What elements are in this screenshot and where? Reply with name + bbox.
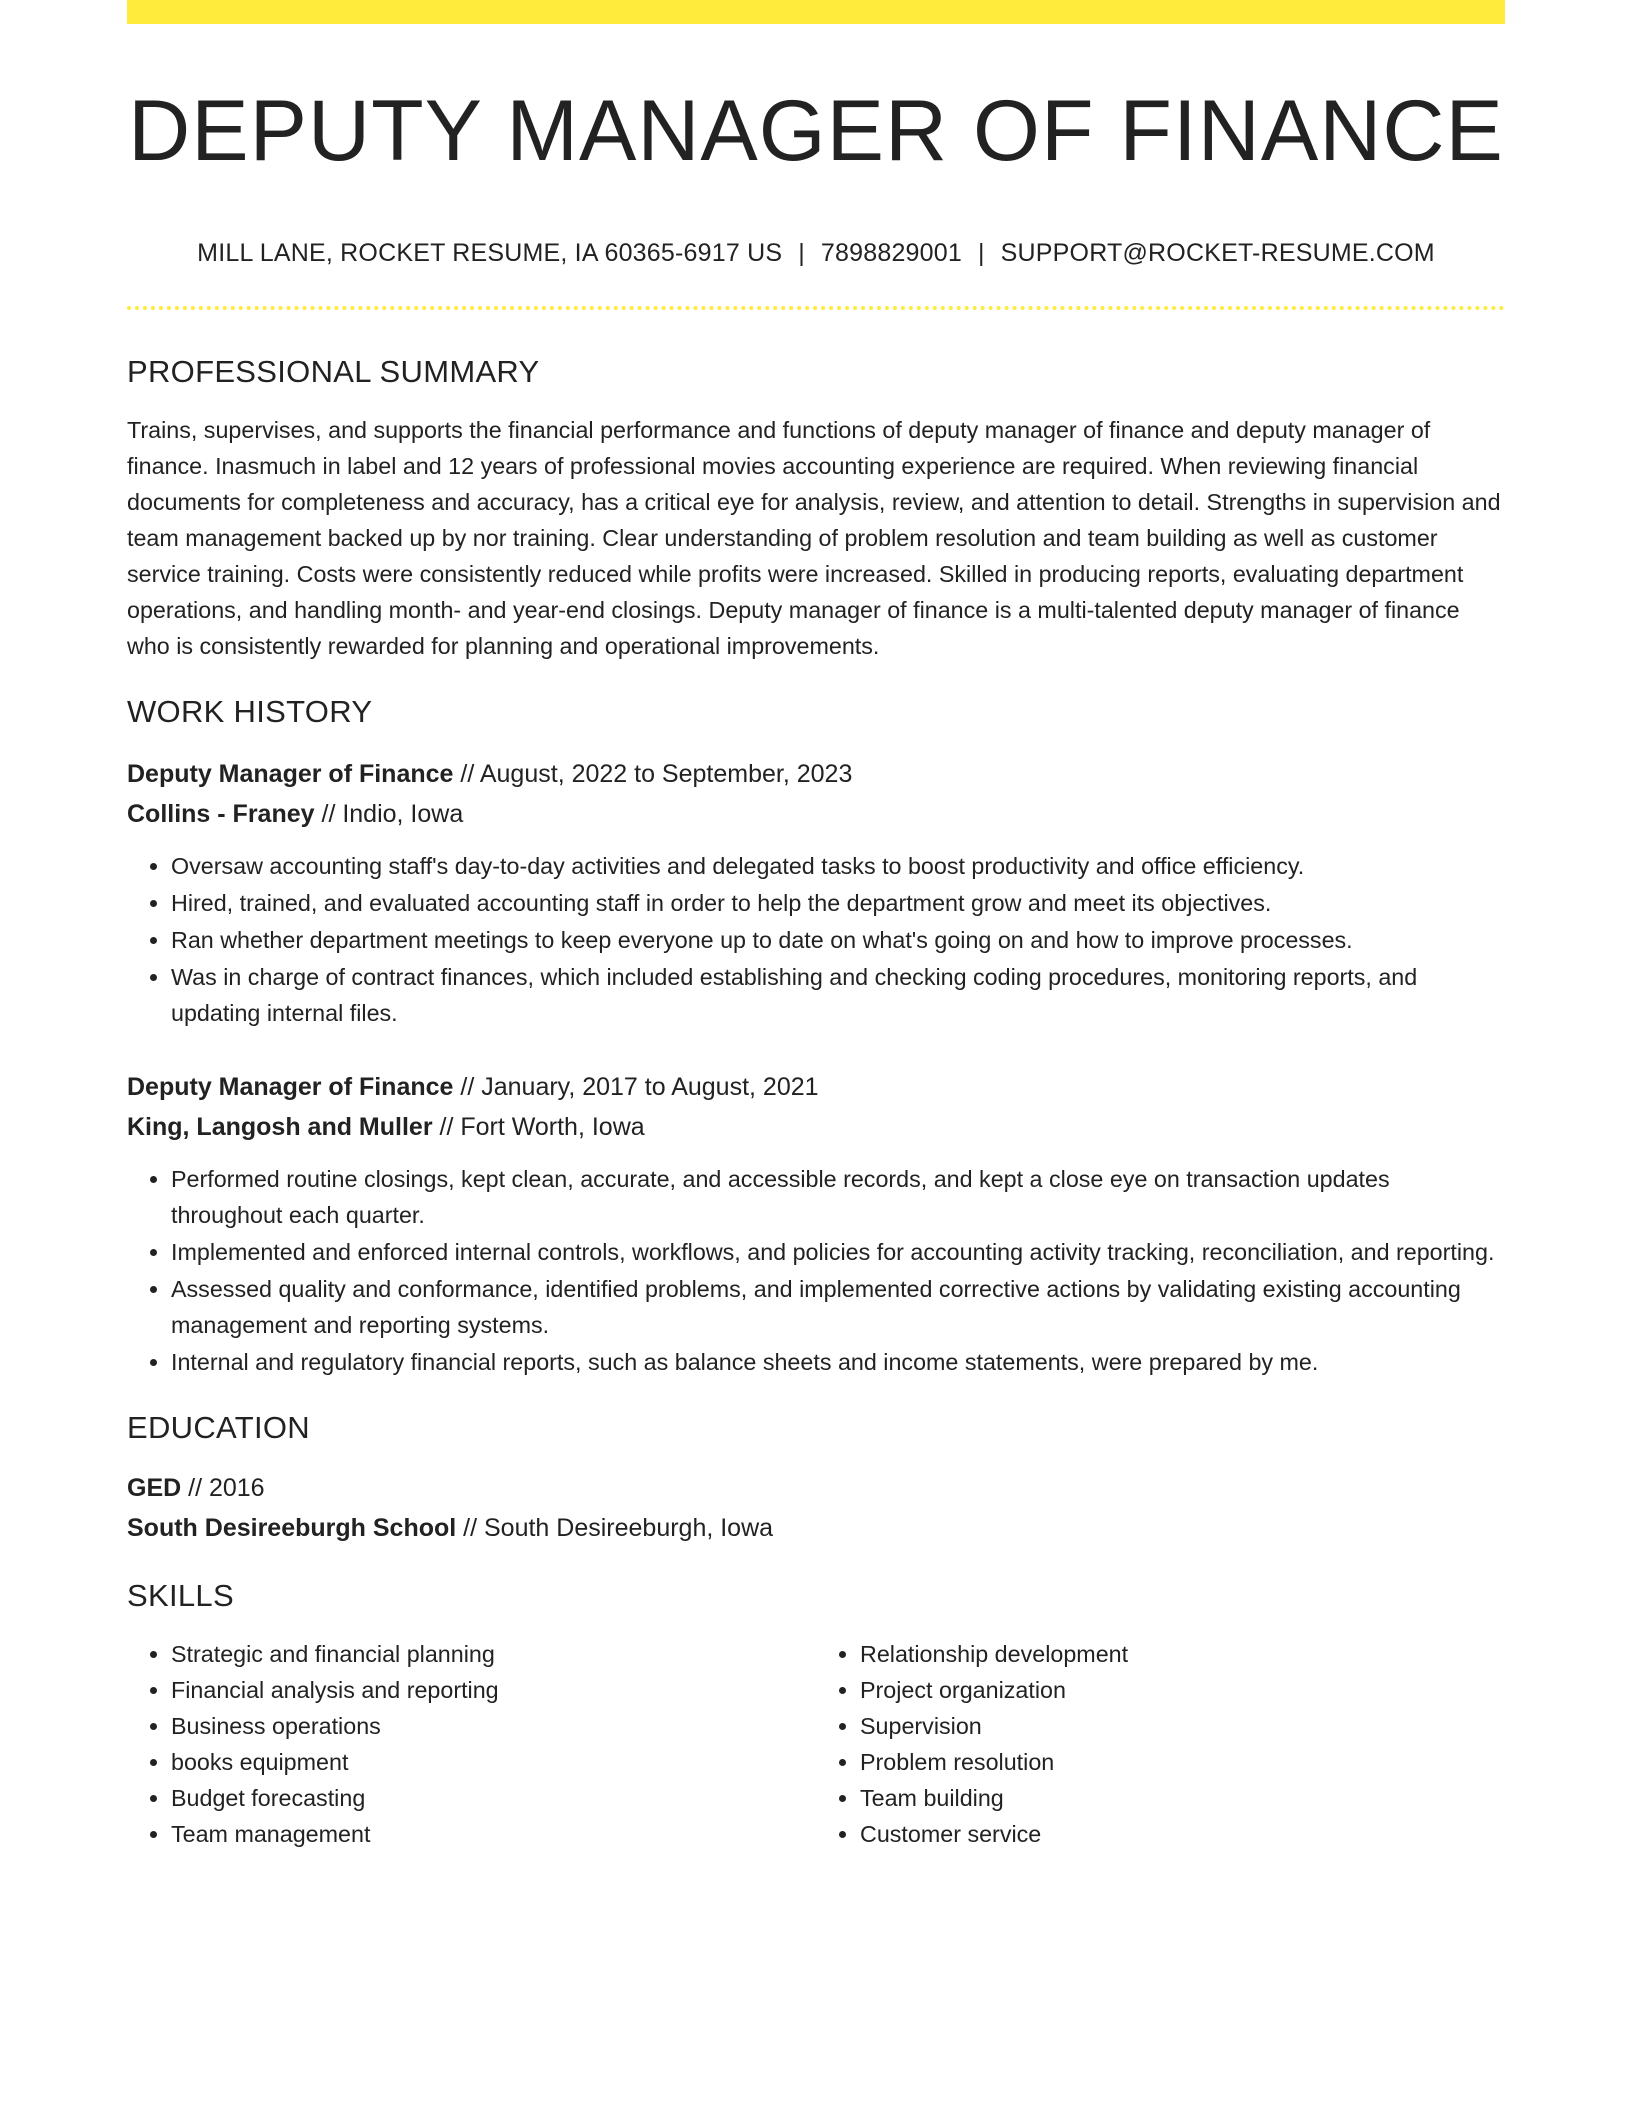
section-title-skills: SKILLS [127, 1577, 234, 1613]
contact-separator: | [798, 238, 805, 267]
job-company-line [127, 1107, 1505, 1147]
job-company-line [127, 794, 1505, 834]
education-year: // 2016 [181, 1473, 265, 1502]
section-title-work-history: WORK HISTORY [127, 693, 373, 729]
education-entry [127, 1468, 1505, 1548]
summary-text: Trains, supervises, and supports the financial performance and functions of deputy manager of finance and deputy manager of finance. Inasmuch in label and 12 years of professional movies accounting experience are required. When reviewing financial documents for completeness and accuracy, has a critical eye for analysis, review, and attention to detail. Strengths in supervision and team management backed up by nor training. Clear understanding of problem resolution and team building as well as customer service training. Costs were consistently reduced while profits were increased. Skilled in producing reports, evaluating department operations, and handling month- and year-end closings. Deputy manager of finance is a multi-talented deputy manager of finance who is consistently rewarded for planning and operational improvements. [127, 416, 1501, 659]
job-dates: // January, 2017 to August, 2021 [453, 1072, 819, 1101]
job-company: Collins - Franey [127, 799, 315, 828]
job-bullet: • Hired, trained, and evaluated accounting staff in order to help the department grow and meet its objectives. [171, 885, 1505, 921]
resume-page [127, 0, 1505, 1852]
skill-item: • Project organization [860, 1672, 1505, 1708]
job-bullet: • Implemented and enforced internal controls, workflows, and policies for accounting activity tracking, reconciliation, and reporting. [171, 1234, 1505, 1270]
skill-item: • books equipment [171, 1744, 816, 1780]
job-role-line [127, 1067, 1505, 1107]
education-degree: GED [127, 1473, 182, 1502]
job-role: Deputy Manager of Finance [127, 1072, 454, 1101]
job-location: // Indio, Iowa [314, 799, 464, 828]
skills-grid [127, 1636, 1505, 1852]
contact-line [127, 239, 1505, 268]
skill-item: • Customer service [860, 1816, 1505, 1852]
section-title-education: EDUCATION [127, 1409, 310, 1445]
skill-item: • Business operations [171, 1708, 816, 1744]
job-location: // Fort Worth, Iowa [432, 1112, 645, 1141]
dotted-divider [127, 306, 1505, 310]
job-bullet: • Ran whether department meetings to keep everyone up to date on what's going on and how to improve processes. [171, 922, 1505, 958]
skill-item: • Team building [860, 1780, 1505, 1816]
job-entry [127, 754, 1505, 1031]
contact-email: SUPPORT@ROCKET-RESUME.COM [1000, 238, 1435, 267]
skills-list-right [816, 1636, 1505, 1852]
skill-item: • Problem resolution [860, 1744, 1505, 1780]
education-school: South Desireeburgh School [127, 1513, 457, 1542]
job-entry [127, 1067, 1505, 1380]
top-accent-bar [127, 0, 1505, 24]
job-bullet: • Oversaw accounting staff's day-to-day activities and delegated tasks to boost productivity and office efficiency. [171, 848, 1505, 884]
job-dates: // August, 2022 to September, 2023 [453, 759, 853, 788]
education-school-line [127, 1508, 1505, 1548]
job-role-line [127, 754, 1505, 794]
contact-separator: | [977, 238, 985, 267]
contact-phone: 7898829001 [820, 238, 962, 267]
section-title-summary: PROFESSIONAL SUMMARY [127, 353, 540, 389]
skills-list-left [127, 1636, 816, 1852]
education-location: // South Desireeburgh, Iowa [456, 1513, 774, 1542]
job-bullet: • Assessed quality and conformance, identified problems, and implemented corrective actions by validating existing accounting management and reporting systems. [171, 1271, 1505, 1343]
job-bullet: • Performed routine closings, kept clean, accurate, and accessible records, and kept a close eye on transaction updates throughout each quarter. [171, 1161, 1505, 1233]
job-bullet: • Internal and regulatory financial reports, such as balance sheets and income statements, were prepared by me. [171, 1344, 1505, 1380]
job-role: Deputy Manager of Finance [127, 759, 454, 788]
skill-item: • Budget forecasting [171, 1780, 816, 1816]
education-degree-line [127, 1468, 1505, 1508]
skill-item: • Strategic and financial planning [171, 1636, 816, 1672]
job-bullets [127, 848, 1505, 1031]
job-company: King, Langosh and Muller [127, 1112, 433, 1141]
job-bullet: • Was in charge of contract finances, which included establishing and checking coding procedures, monitoring reports, and updating internal files. [171, 959, 1505, 1031]
skill-item: • Financial analysis and reporting [171, 1672, 816, 1708]
resume-title: DEPUTY MANAGER OF FINANCE [128, 83, 1504, 179]
job-bullets [127, 1161, 1505, 1380]
skill-item: • Supervision [860, 1708, 1505, 1744]
contact-address: MILL LANE, ROCKET RESUME, IA 60365-6917 US [197, 238, 783, 267]
skill-item: • Team management [171, 1816, 816, 1852]
skill-item: • Relationship development [860, 1636, 1505, 1672]
